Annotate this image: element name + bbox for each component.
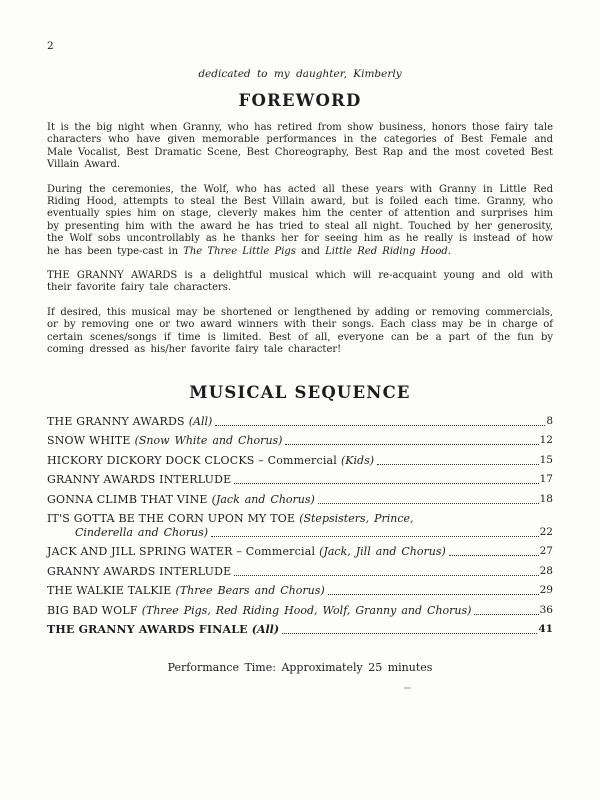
toc-dot-leader — [215, 425, 545, 426]
toc-dot-leader — [318, 503, 539, 504]
toc-dot-leader — [285, 444, 538, 445]
toc-row-continuation — [47, 526, 553, 540]
musical-sequence-list — [47, 415, 553, 637]
foreword-paragraphs — [47, 122, 553, 357]
paragraph-segment: If desired, this musical may be shortened or lengthened by adding or removing commercials, or by removing one or two award winners with their songs. Each class may be in charge of certain scenes/songs if time is limited. Best of all, everyone can be a part of the fun by coming dressed as his/her favorite fairy tale character! — [47, 306, 553, 356]
page-number: 2 — [47, 40, 54, 52]
toc-song-title: GRANNY AWARDS INTERLUDE — [47, 473, 232, 486]
toc-page-number: 27 — [539, 545, 553, 557]
toc-song-title: THE WALKIE TALKIE — [47, 584, 172, 597]
toc-item — [47, 434, 553, 448]
toc-page-number: 12 — [539, 434, 553, 446]
toc-page-number: 36 — [539, 603, 553, 616]
musical-sequence-title: MUSICAL SEQUENCE — [189, 382, 411, 402]
toc-page-number: 17 — [539, 473, 553, 485]
toc-dot-leader — [377, 464, 539, 465]
foreword-paragraph — [47, 122, 553, 172]
performance-time-note: Performance Time: Approximately 25 minutes — [167, 660, 433, 674]
toc-page-number: 8 — [546, 414, 553, 427]
toc-page-number: 22 — [539, 525, 553, 538]
toc-cast: (Snow White and Chorus) — [134, 434, 283, 447]
toc-song-title: SNOW WHITE — [47, 434, 131, 447]
toc-item — [47, 493, 553, 507]
toc-page-number: 28 — [539, 564, 553, 577]
toc-cast: (Stepsisters, Prince, — [299, 512, 414, 525]
toc-song-title: GONNA CLIMB THAT VINE — [47, 492, 208, 506]
toc-cast: (All) — [188, 414, 213, 428]
toc-dot-leader — [449, 555, 539, 556]
toc-page-number: 29 — [539, 584, 553, 596]
paragraph-segment: Little Red Riding Hood — [325, 245, 448, 257]
toc-song-title: IT'S GOTTA BE THE CORN UPON MY TOE — [47, 512, 296, 525]
foreword-paragraph — [47, 270, 553, 295]
toc-item — [47, 604, 553, 618]
dedication-line: dedicated to my daughter, Kimberly — [198, 68, 402, 80]
toc-row — [47, 415, 553, 429]
toc-song-title: THE GRANNY AWARDS — [47, 414, 185, 428]
toc-dot-leader — [234, 575, 538, 576]
toc-row — [47, 545, 553, 559]
foreword-title: FOREWORD — [238, 91, 362, 110]
toc-song-title: JACK AND JILL SPRING WATER – Commercial — [47, 545, 316, 558]
paragraph-segment: The Three Little Pigs — [183, 245, 296, 257]
toc-cast: (Kids) — [341, 453, 375, 467]
toc-row — [47, 584, 553, 598]
toc-song-title: GRANNY AWARDS INTERLUDE — [47, 564, 232, 578]
toc-row — [47, 434, 553, 448]
toc-dot-leader — [282, 633, 537, 634]
toc-item — [47, 623, 553, 637]
toc-dot-leader — [474, 614, 538, 615]
toc-item — [47, 545, 553, 559]
paragraph-segment: . — [447, 245, 452, 257]
toc-item — [47, 565, 553, 579]
paragraph-segment: THE GRANNY AWARDS is a delightful musical which will re-acquaint young and old with their favorite fairy tale characters. — [47, 270, 553, 294]
toc-song-title: THE GRANNY AWARDS FINALE — [47, 623, 248, 636]
toc-item — [47, 454, 553, 468]
paragraph-segment: and — [295, 245, 326, 257]
toc-page-number: 41 — [538, 623, 553, 635]
toc-song-title: HICKORY DICKORY DOCK CLOCKS – Commercial — [47, 453, 338, 467]
toc-item — [47, 584, 553, 598]
foreword-paragraph — [47, 307, 553, 357]
toc-item — [47, 415, 553, 429]
toc-dot-leader — [211, 536, 539, 537]
toc-cast: (Three Pigs, Red Riding Hood, Wolf, Granny and Chorus) — [141, 603, 472, 617]
toc-row — [47, 473, 553, 487]
toc-item — [47, 473, 553, 487]
toc-cast: (Jack, Jill and Chorus) — [319, 545, 446, 558]
toc-dot-leader — [234, 483, 538, 484]
toc-item — [47, 512, 553, 539]
toc-cast: Cinderella and Chorus) — [75, 525, 209, 539]
scan-artifact — [404, 687, 411, 689]
toc-row — [47, 512, 553, 526]
toc-cast: (Three Bears and Chorus) — [175, 584, 325, 597]
toc-row — [47, 604, 553, 618]
toc-row — [47, 565, 553, 579]
toc-page-number: 18 — [539, 492, 553, 505]
toc-song-title: BIG BAD WOLF — [47, 603, 138, 617]
paragraph-segment: During the ceremonies, the Wolf, who has acted all these years with Granny in Little Red Riding Hood, attempts to steal the Best Villain award, but is foiled each time. Granny, who eventually spies him on stage, cleverly makes him the center of attention and surprises him by presenting him with the award he has tried to steal all night. Touched by her generosity, the Wolf sobs uncontrollably as he thanks her for seeing him as he really is instead of how he has been type-cast in — [47, 183, 553, 257]
foreword-paragraph — [47, 184, 553, 258]
toc-row — [47, 623, 553, 637]
toc-cast: (All) — [251, 623, 280, 636]
toc-row — [47, 454, 553, 468]
toc-cast: (Jack and Chorus) — [211, 492, 315, 506]
paragraph-segment: It is the big night when Granny, who has retired from show business, honors those fairy tale characters who have given memorable performances in the categories of Best Female and Male Vocalist, Best Dramatic Scene, Best Choreography, Best Rap and the most coveted Best Villain Award. — [47, 122, 553, 171]
toc-row — [47, 493, 553, 507]
toc-page-number: 15 — [539, 453, 553, 466]
toc-dot-leader — [328, 594, 539, 595]
